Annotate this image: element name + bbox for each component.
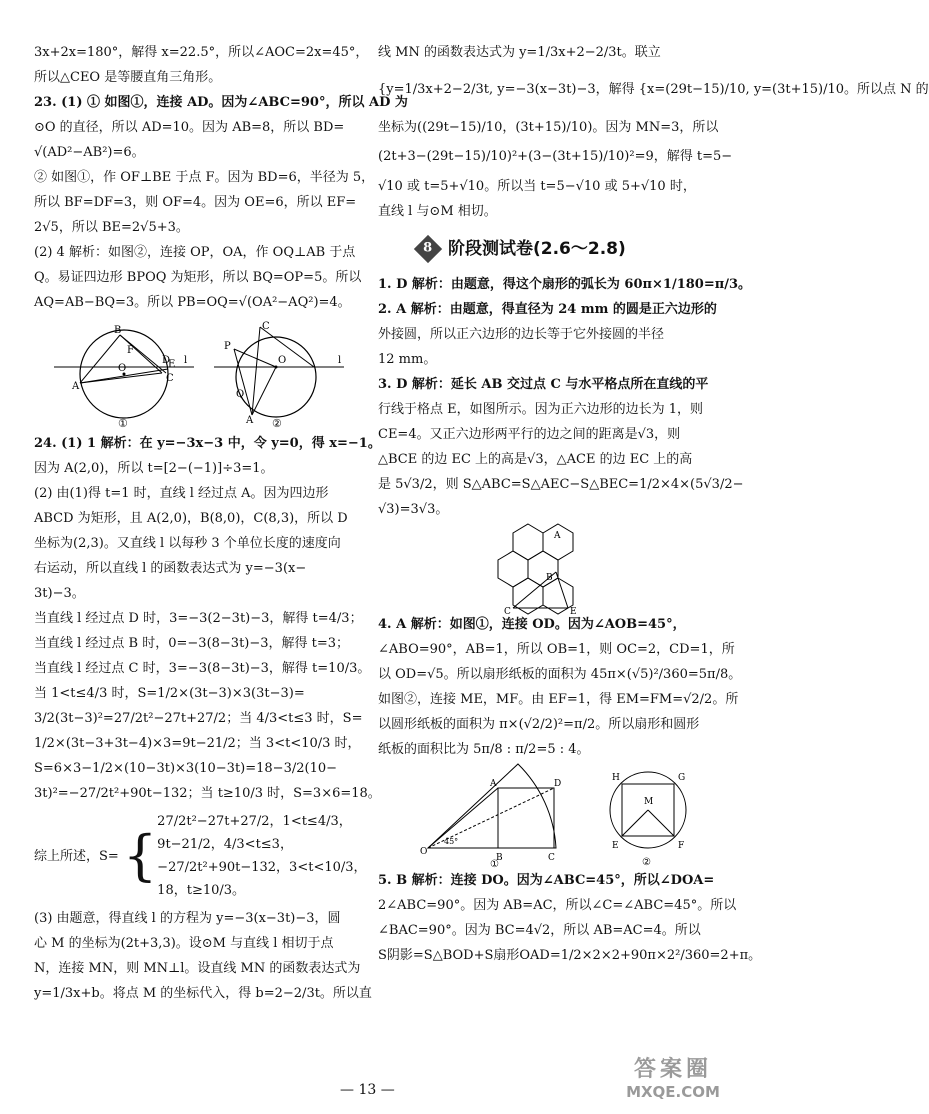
circle-figure-1 [54, 319, 194, 429]
text-line: 纸板的面积比为 5π/8 : π/2=5 : 4。 [378, 742, 590, 757]
svg-text:②: ② [272, 417, 282, 430]
figure-23 [54, 319, 354, 429]
svg-text:B: B [496, 853, 503, 863]
text-line: 2√5，所以 BE=2√5+3。 [34, 220, 189, 235]
text-line: 是 5√3/2，则 S△ABC=S△AEC−S△BEC=1/2×4×(5√3/2− [378, 477, 744, 492]
text-line: 右运动，所以直线 l 的函数表达式为 y=−3(x− [34, 561, 307, 576]
sector-figure [418, 764, 568, 868]
svg-text:O: O [420, 847, 428, 857]
text-line: 以圆形纸板的面积为 π×(√2/2)²=π/2。所以扇形和圆形 [378, 717, 700, 732]
svg-text:C: C [262, 321, 270, 332]
svg-text:D: D [554, 779, 562, 789]
text-line: ABCD 为矩形，且 A(2,0)，B(8,0)，C(8,3)，所以 D [34, 511, 348, 526]
svg-text:l: l [338, 355, 342, 366]
svg-text:A: A [72, 381, 80, 392]
answer-5: 5. B 解析：连接 DO。因为∠ABC=45°，所以∠DOA= [378, 873, 715, 888]
text-line: 3x+2x=180°，解得 x=22.5°，所以∠AOC=2x=45°， [34, 45, 369, 60]
text-line: 3/2(3t−3)²=27/2t²−27t+27/2；当 4/3<t≤3 时，S= [34, 711, 363, 726]
text-line: 当 1<t≤4/3 时，S=1/2×(3t−3)×3(3t−3)= [34, 686, 305, 701]
svg-text:G: G [678, 773, 686, 783]
section-heading [418, 234, 716, 264]
svg-text:A: A [490, 779, 497, 789]
answer-4: 4. A 解析：如图①，连接 OD。因为∠AOB=45°， [378, 617, 686, 632]
text-line: S阴影=S△BOD+S扇形OAD=1/2×2×2+90π×2²/360=2+π。 [378, 948, 762, 963]
svg-text:A: A [246, 415, 254, 426]
question-24: 24. (1) 1 解析：在 y=−3x−3 中，令 y=0，得 x=−1。 [34, 436, 381, 451]
text-line: 行线于格点 E，如图所示。因为正六边形的边长为 1，则 [378, 402, 704, 417]
svg-text:①: ① [118, 417, 128, 430]
svg-text:E: E [168, 359, 176, 370]
page-number: — 13 — [340, 1082, 395, 1098]
text-line: 当直线 l 经过点 D 时，3=−3(2−3t)−3，解得 t=4/3； [34, 611, 363, 626]
watermark-logo-text: 答案圈 [633, 1057, 712, 1082]
question-23: 23. (1) ① 如图①，连接 AD。因为∠ABC=90°，所以 AD 为 [34, 95, 408, 110]
text-line: √(AD²−AB²)=6。 [34, 145, 145, 160]
text-line: ② 如图①，作 OF⊥BE 于点 F。因为 BD=6，半径为 5， [34, 170, 375, 185]
text-line: 所以△CEO 是等腰直角三角形。 [34, 70, 222, 85]
svg-text:B: B [546, 573, 553, 583]
svg-text:45°: 45° [444, 837, 459, 846]
svg-text:M: M [644, 797, 654, 807]
svg-text:F: F [678, 841, 685, 851]
text-line: ∠ABO=90°，AB=1，所以 OB=1，则 OC=2，CD=1，所 [378, 642, 735, 657]
text-line: (3) 由题意，得直线 l 的方程为 y=−3(x−3t)−3，圆 [34, 911, 341, 926]
text-line: √10 或 t=5+√10。所以当 t=5−√10 或 5+√10 时， [378, 179, 696, 194]
answer-3: 3. D 解析：延长 AB 交过点 C 与水平格点所在直线的平 [378, 377, 709, 392]
hexagon-figure [378, 522, 716, 617]
piecewise-function: 综上所述，S= { 27/2t²−27t+27/2，1<t≤4/3， 9t−21/2，4/3<t≤3， −27/2t²+90t−132，3<t<10/3， 18，t≥10/3。 [34, 814, 367, 898]
watermark [608, 1052, 738, 1108]
svg-text:C: C [504, 607, 511, 617]
svg-text:A: A [554, 531, 561, 541]
right-column [378, 40, 929, 968]
text-line: 线 MN 的函数表达式为 y=1/3x+2−2/3t。联立 [378, 45, 661, 60]
text-line: AQ=AB−BQ=3。所以 PB=OQ=√(OA²−AQ²)=4。 [34, 295, 351, 310]
text-line: S=6×3−1/2×(10−3t)×3(10−3t)=18−3/2(10− [34, 761, 338, 776]
text-line: ∠BAC=90°。因为 BC=4√2，所以 AB=AC=4。所以 [378, 923, 701, 938]
text-line: 外接圆，所以正六边形的边长等于它外接圆的半径 [378, 327, 665, 342]
svg-text:D: D [162, 355, 171, 366]
svg-text:O: O [278, 355, 287, 366]
text-line: 1/2×(3t−3+3t−4)×3=9t−21/2；当 3<t<10/3 时， [34, 736, 361, 751]
circle-figure-2 [214, 319, 344, 429]
svg-text:E: E [612, 841, 619, 851]
text-line: √3)=3√3。 [378, 502, 449, 517]
text-line: 坐标为((29t−15)/10，(3t+15)/10)。因为 MN=3，所以 [378, 120, 719, 135]
text-line: Q。易证四边形 BPOQ 为矩形，所以 BQ=OP=5。所以 [34, 270, 362, 285]
watermark-url: MXQE.COM [626, 1083, 720, 1101]
svg-text:①: ① [490, 859, 499, 870]
text-line: {y=1/3x+2−2/3t, y=−3(x−3t)−3，解得 {x=(29t−15)/10, y=(3t+15)/10。所以点 N 的 [378, 82, 929, 97]
text-line: (2) 由(1)得 t=1 时，直线 l 经过点 A。因为四边形 [34, 486, 329, 501]
text-line: 心 M 的坐标为(2t+3,3)。设⊙M 与直线 l 相切于点 [34, 936, 334, 951]
svg-text:H: H [612, 773, 620, 783]
text-line: 2∠ABC=90°。因为 AB=AC，所以∠C=∠ABC=45°。所以 [378, 898, 737, 913]
svg-text:B: B [114, 325, 122, 336]
svg-text:l: l [184, 355, 188, 366]
svg-text:C: C [166, 373, 174, 384]
circle-square-figure [598, 764, 698, 868]
text-line: (2) 4 解析：如图②，连接 OP，OA，作 OQ⊥AB 于点 [34, 245, 356, 260]
answer-2: 2. A 解析：由题意，得直径为 24 mm 的圆是正六边形的 [378, 302, 717, 317]
svg-text:②: ② [642, 857, 651, 868]
text-line: 直线 l 与⊙M 相切。 [378, 204, 497, 219]
text-line: 所以 BF=DF=3，则 OF=4。因为 OE=6，所以 EF= [34, 195, 357, 210]
text-line: 3t)²=−27/2t²+90t−132；当 t≥10/3 时，S=3×6=18。 [34, 786, 381, 801]
figure-sector-circle [418, 764, 716, 868]
text-line: 12 mm。 [378, 352, 437, 367]
svg-text:C: C [548, 853, 555, 863]
text-line: 坐标为(2,3)。又直线 l 以每秒 3 个单位长度的速度向 [34, 536, 341, 551]
svg-text:F: F [127, 345, 134, 356]
text-line: ⊙O 的直径，所以 AD=10。因为 AB=8，所以 BD= [34, 120, 345, 135]
text-line: 以 OD=√5。所以扇形纸板的面积为 45π×(√5)²/360=5π/8。 [378, 667, 742, 682]
text-line: △BCE 的边 EC 上的高是√3，△ACE 的边 EC 上的高 [378, 452, 693, 467]
svg-text:Q: Q [236, 389, 245, 400]
text-line: 当直线 l 经过点 B 时，0=−3(8−3t)−3，解得 t=3； [34, 636, 350, 651]
text-line: (2t+3−(29t−15)/10)²+(3−(3t+15)/10)²=9，解得 t=5− [378, 149, 733, 164]
section-badge: 8 [414, 235, 442, 263]
text-line: CE=4。又正六边形两平行的边之间的距离是√3，则 [378, 427, 681, 442]
text-line: N，连接 MN，则 MN⊥l。设直线 MN 的函数表达式为 [34, 961, 361, 976]
svg-text:P: P [224, 341, 231, 352]
text-line: 3t)−3。 [34, 586, 85, 601]
text-line: 如图②，连接 ME，MF。由 EF=1，得 EM=FM=√2/2。所 [378, 692, 739, 707]
section-title: 阶段测试卷(2.6～2.8) [448, 238, 626, 259]
answer-1: 1. D 解析：由题意，得这个扇形的弧长为 60π×1/180=π/3。 [378, 277, 752, 292]
text-line: 因为 A(2,0)，所以 t=[2−(−1)]÷3=1。 [34, 461, 274, 476]
text-line: 当直线 l 经过点 C 时，3=−3(8−3t)−3，解得 t=10/3。 [34, 661, 371, 676]
svg-text:E: E [570, 607, 577, 617]
text-line: y=1/3x+b。将点 M 的坐标代入，得 b=2−2/3t。所以直 [34, 986, 372, 1001]
svg-text:O: O [118, 363, 127, 374]
